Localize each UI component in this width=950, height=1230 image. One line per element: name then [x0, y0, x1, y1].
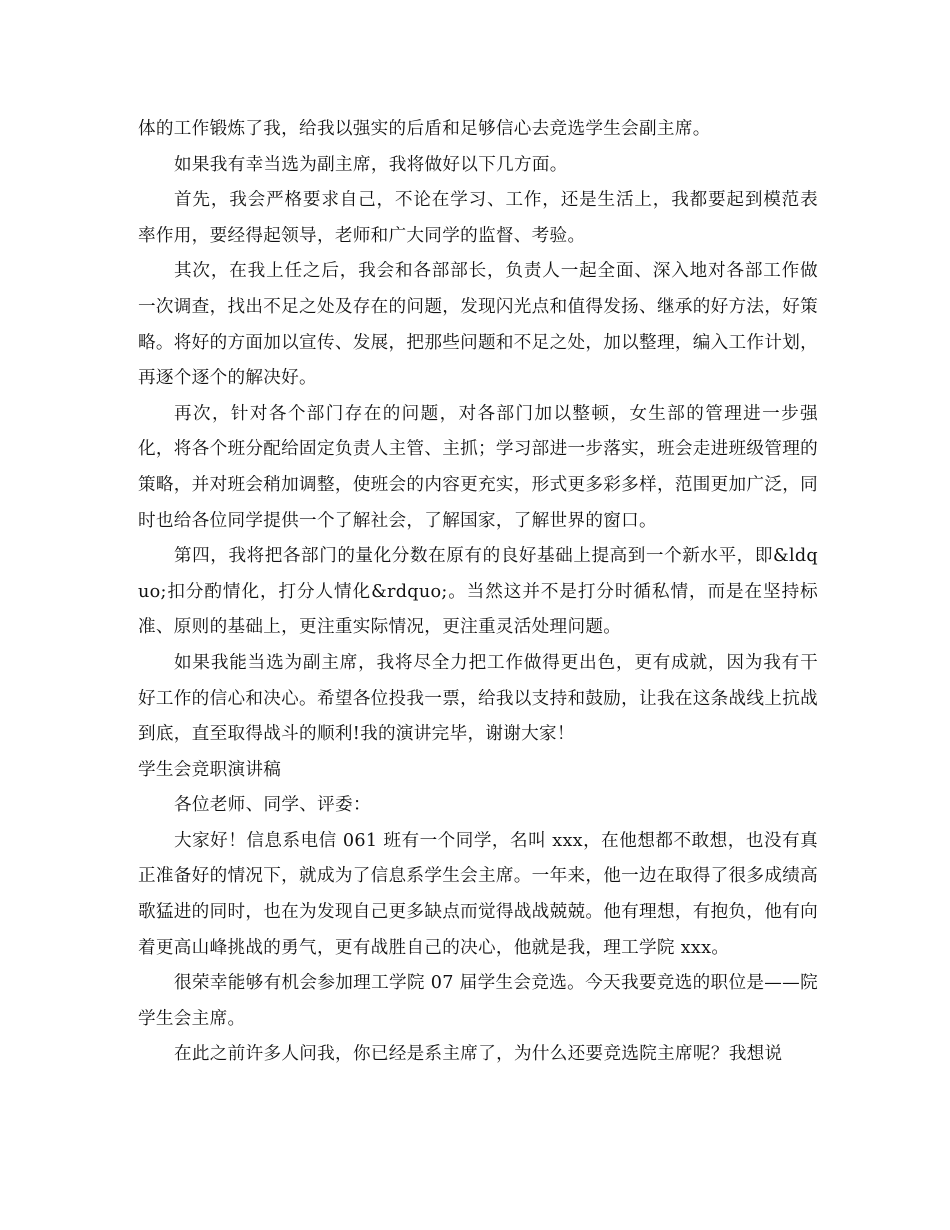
document-body	[138, 112, 818, 1073]
paragraph-2: 如果我有幸当选为副主席，我将做好以下几方面。	[174, 154, 568, 175]
paragraph-5: 再次，针对各个部门存在的问题，对各部门加以整顿，女生部的管理进一步强化，将各个班分配给固定负责人主管、主抓；学习部进一步落实，班会走进班级管理的策略，并对班会稍加调整，使班会的内容更充实，形式更多彩多样，范围更加广泛，同时也给各位同学提供一个了解社会，了解国家，了解世界的窗口。	[138, 403, 818, 531]
paragraph-1: 体的工作锻炼了我，给我以强实的后盾和足够信心去竞选学生会副主席。	[138, 119, 711, 139]
paragraph-9: 很荣幸能够有机会参加理工学院 07 届学生会竞选。今天我要竞选的职位是——院学生会主席。	[138, 973, 818, 1029]
paragraph-7: 如果我能当选为副主席，我将尽全力把工作做得更出色，更有成就，因为我有干好工作的信心和决心。希望各位投我一票，给我以支持和鼓励，让我在这条战线上抗战到底，直至取得战斗的顺利!我的演讲完毕，谢谢大家！	[138, 652, 818, 745]
paragraph-10: 在此之前许多人问我，你已经是系主席了，为什么还要竞选院主席呢？我想说	[174, 1044, 783, 1065]
paragraph-6: 第四，我将把各部门的量化分数在原有的良好基础上提高到一个新水平，即&ldquo;扣分酌情化，打分人情化&rdquo;。当然这并不是打分时循私情，而是在坚持标准、原则的基础上，更注重实际情况，更注重灵活处理问题。	[138, 546, 818, 638]
paragraph-8: 大家好！信息系电信 061 班有一个同学，名叫 xxx，在他想都不敢想，也没有真正准备好的情况下，就成为了信息系学生会主席。一年来，他一边在取得了很多成绩高歌猛进的同时，也在为发现自己更多缺点而觉得战战兢兢。他有理想，有抱负，他有向着更高山峰挑战的勇气，更有战胜自己的决心，他就是我，理工学院 xxx。	[138, 830, 818, 958]
section-title: 学生会竞职演讲稿	[138, 759, 282, 780]
paragraph-3: 首先，我会严格要求自己，不论在学习、工作，还是生活上，我都要起到模范表率作用，要经得起领导，老师和广大同学的监督、考验。	[138, 190, 818, 246]
paragraph-4: 其次，在我上任之后，我会和各部部长，负责人一起全面、深入地对各部工作做一次调查，找出不足之处及存在的问题，发现闪光点和值得发扬、继承的好方法，好策略。将好的方面加以宣传、发展，把那些问题和不足之处，加以整理，编入工作计划，再逐个逐个的解决好。	[138, 261, 818, 389]
salutation: 各位老师、同学、评委：	[174, 795, 371, 816]
